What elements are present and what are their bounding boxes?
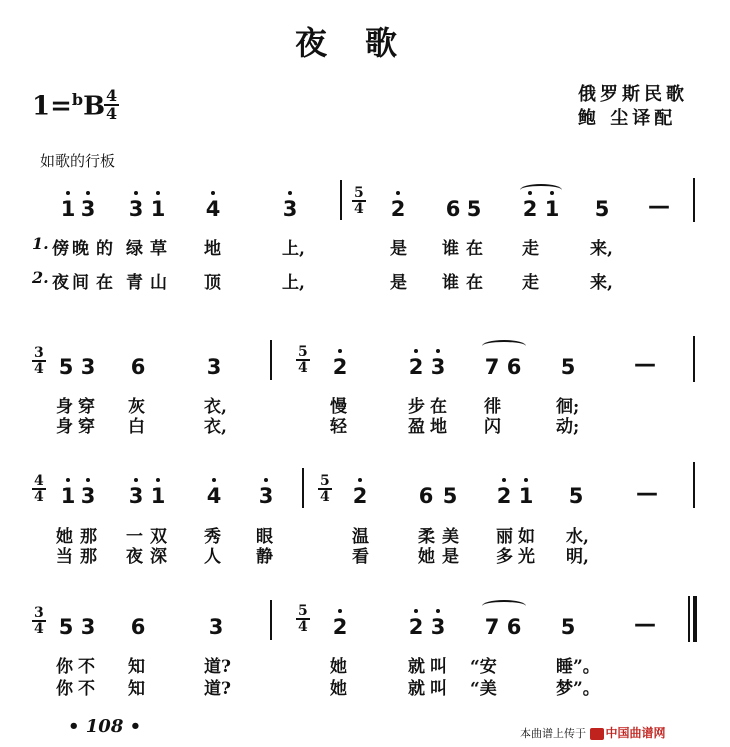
lyric: 叫	[430, 657, 447, 677]
lyric: 当	[56, 547, 73, 567]
note: 2	[352, 484, 368, 508]
lyric: 那	[80, 547, 97, 567]
lyric: 轻	[330, 417, 347, 437]
note: 3	[80, 197, 96, 221]
note: 1	[150, 197, 166, 221]
lyric: 她	[330, 679, 347, 699]
bar-line	[340, 180, 342, 220]
site-logo-icon	[590, 728, 604, 740]
lyric: 明,	[566, 547, 589, 567]
lyric: 她	[330, 657, 347, 677]
lyric: 间	[72, 273, 89, 293]
lyric: 绿	[126, 239, 143, 259]
lyric: 丽	[496, 527, 513, 547]
note: 1	[544, 197, 560, 221]
note: 2	[408, 355, 424, 379]
lyric: 她	[418, 547, 435, 567]
lyric: 光	[518, 547, 535, 567]
time-signature: 5 4	[354, 185, 364, 217]
lyric: 在	[466, 273, 483, 293]
source-credit: 俄罗斯民歌	[578, 84, 688, 105]
lyric: 是	[442, 547, 459, 567]
note: 6	[130, 615, 146, 639]
lyric: 动;	[556, 417, 580, 437]
flat-sign: b	[71, 90, 84, 109]
lyric: 衣,	[204, 417, 227, 437]
lyric: 地	[430, 417, 447, 437]
lyric: 美	[442, 527, 459, 547]
note: 1	[150, 484, 166, 508]
lyric: 道?	[204, 657, 231, 677]
lyric: 来,	[590, 273, 613, 293]
lyric: 地	[204, 239, 221, 259]
lyric: 走	[522, 239, 539, 259]
dash: —	[634, 352, 656, 377]
lyric: 在	[466, 239, 483, 259]
bar-line-end	[693, 462, 695, 508]
slur	[482, 340, 526, 352]
note: 3	[80, 355, 96, 379]
lyric: 盈	[408, 417, 425, 437]
lyric: 看	[352, 547, 369, 567]
note: 5	[560, 615, 576, 639]
note: 6	[506, 355, 522, 379]
lyric: 穿	[78, 397, 95, 417]
note: 5	[58, 355, 74, 379]
lyric: 叫	[430, 679, 447, 699]
note: 5	[568, 484, 584, 508]
note: 1	[60, 197, 76, 221]
lyric: 知	[128, 657, 145, 677]
note: 3	[206, 355, 222, 379]
note: 1	[518, 484, 534, 508]
footer-text: 本曲谱上传于	[520, 727, 586, 740]
note: 3	[430, 615, 446, 639]
lyric: 睡”。	[556, 657, 600, 677]
note: 5	[560, 355, 576, 379]
bar-line-end	[693, 336, 695, 382]
lyric: 道?	[204, 679, 231, 699]
lyric: 是	[390, 239, 407, 259]
lyric: 晚	[72, 239, 89, 259]
time-signature: 3 4	[34, 345, 44, 377]
lyric: 不	[78, 679, 95, 699]
tempo-marking: 如歌的行板	[40, 152, 116, 170]
verse-mark-2: 2.	[32, 268, 49, 287]
note: 6	[130, 355, 146, 379]
lyric: 徊;	[556, 397, 580, 417]
note: 2	[332, 355, 348, 379]
note: 7	[484, 615, 500, 639]
time-signature: 5 4	[298, 603, 308, 635]
lyric: 知	[128, 679, 145, 699]
time-signature: 3 4	[34, 605, 44, 637]
note: 5	[466, 197, 482, 221]
note: 3	[128, 484, 144, 508]
key-note: B	[83, 91, 106, 122]
lyric: 人	[204, 547, 221, 567]
lyric: 那	[80, 527, 97, 547]
lyric: 不	[78, 657, 95, 677]
dash: —	[636, 481, 658, 506]
lyric: 深	[150, 547, 167, 567]
note: 3	[258, 484, 274, 508]
lyric: 上,	[282, 239, 305, 259]
lyric: 是	[390, 273, 407, 293]
footer-site-link[interactable]: 中国曲谱网	[605, 726, 666, 740]
lyric: 水,	[566, 527, 589, 547]
note: 4	[206, 484, 222, 508]
note: 3	[208, 615, 224, 639]
verse-mark-1: 1.	[32, 234, 49, 253]
lyric: 步	[408, 397, 425, 417]
time-signature: 5 4	[298, 344, 308, 376]
note: 4	[205, 197, 221, 221]
lyric: 在	[96, 273, 113, 293]
lyric: 徘	[484, 397, 501, 417]
bar-line	[302, 468, 304, 508]
note: 3	[128, 197, 144, 221]
lyric: 你	[56, 679, 73, 699]
lyric: 静	[256, 547, 273, 567]
bar-line	[270, 340, 272, 380]
lyric: 草	[150, 239, 167, 259]
note: 1	[60, 484, 76, 508]
lyric: 谁	[442, 239, 459, 259]
note: 2	[522, 197, 538, 221]
note: 2	[332, 615, 348, 639]
lyric: 一	[126, 527, 143, 547]
time-signature: 5 4	[320, 473, 330, 505]
note: 6	[506, 615, 522, 639]
slur	[520, 184, 562, 196]
lyric: 慢	[330, 397, 347, 417]
dash: —	[648, 194, 670, 219]
dash: —	[634, 612, 656, 637]
lyric: 眼	[256, 527, 273, 547]
lyric: 夜	[52, 273, 69, 293]
lyric: 在	[430, 397, 447, 417]
note: 3	[282, 197, 298, 221]
bar-line	[270, 600, 272, 640]
lyric: 就	[408, 657, 425, 677]
lyric: 温	[352, 527, 369, 547]
lyric: 梦”。	[556, 679, 600, 699]
lyric: 穿	[78, 417, 95, 437]
lyric: 多	[496, 547, 513, 567]
arranger-credit: 鲍 尘译配	[578, 108, 677, 129]
lyric: 灰	[128, 397, 145, 417]
note: 6	[418, 484, 434, 508]
lyric: 的	[96, 239, 113, 259]
lyric: 上,	[282, 273, 305, 293]
lyric: 就	[408, 679, 425, 699]
slur	[482, 600, 526, 612]
lyric: 你	[56, 657, 73, 677]
footer-upload-note	[520, 724, 666, 741]
time-signature: 4 4	[34, 473, 44, 505]
lyric: 她	[56, 527, 73, 547]
lyric: 走	[522, 273, 539, 293]
note: 2	[496, 484, 512, 508]
lyric: 闪	[484, 417, 501, 437]
note: 3	[80, 484, 96, 508]
lyric: “安	[470, 657, 497, 677]
lyric: 傍	[52, 239, 69, 259]
bar-line-end	[693, 178, 695, 222]
final-bar-thick	[693, 596, 697, 642]
lyric: 谁	[442, 273, 459, 293]
lyric: 身	[56, 397, 73, 417]
note: 5	[58, 615, 74, 639]
final-bar-thin	[688, 596, 690, 642]
lyric: 来,	[590, 239, 613, 259]
note: 7	[484, 355, 500, 379]
note: 3	[430, 355, 446, 379]
lyric: 顶	[204, 273, 221, 293]
note: 6	[445, 197, 461, 221]
key-prefix: 1=	[32, 91, 72, 122]
note: 5	[594, 197, 610, 221]
lyric: 身	[56, 417, 73, 437]
note: 2	[408, 615, 424, 639]
lyric: 双	[150, 527, 167, 547]
lyric: 如	[518, 527, 535, 547]
lyric: 山	[150, 273, 167, 293]
note: 2	[390, 197, 406, 221]
note: 3	[80, 615, 96, 639]
lyric: “美	[470, 679, 497, 699]
song-title: 夜歌	[294, 24, 435, 62]
note: 5	[442, 484, 458, 508]
lyric: 夜	[126, 547, 143, 567]
lyric: 秀	[204, 527, 221, 547]
lyric: 青	[126, 273, 143, 293]
time-signature-initial: 4 4	[106, 86, 118, 123]
lyric: 柔	[418, 527, 435, 547]
key-signature	[32, 90, 105, 122]
page-number: • 108 •	[68, 716, 142, 737]
lyric: 白	[128, 417, 145, 437]
lyric: 衣,	[204, 397, 227, 417]
